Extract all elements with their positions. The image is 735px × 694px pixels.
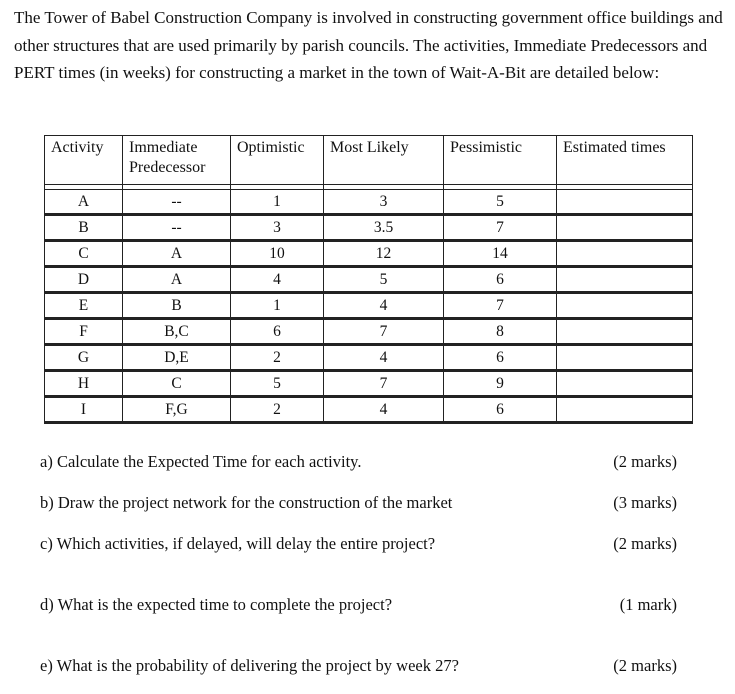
question-d	[40, 595, 677, 615]
question-text: c) Which activities, if delayed, will delay the entire project?	[40, 534, 436, 553]
cell-pessimistic: 8	[444, 319, 557, 345]
question-marks: (2 marks)	[613, 534, 677, 553]
intro-paragraph: The Tower of Babel Construction Company is involved in constructing government office buildings and other structures that are used primarily by parish councils. The activities, Immediate Predecessors and PERT times (in weeks) for constructing a market in the town of Wait-A-Bit are detailed below:	[14, 8, 723, 82]
cell-most-likely: 3	[324, 190, 444, 215]
table-row	[45, 215, 693, 241]
cell-optimistic: 1	[231, 293, 324, 319]
cell-predecessor: --	[123, 215, 231, 241]
question-text: d) What is the expected time to complete the project?	[40, 595, 393, 614]
question-marks: (2 marks)	[613, 656, 677, 675]
cell-estimated[interactable]	[557, 293, 693, 319]
cell-most-likely: 4	[324, 345, 444, 371]
question-text: e) What is the probability of delivering the project by week 27?	[40, 656, 459, 675]
table-row	[45, 371, 693, 397]
cell-estimated[interactable]	[557, 371, 693, 397]
cell-optimistic: 1	[231, 190, 324, 215]
table-row	[45, 345, 693, 371]
cell-estimated[interactable]	[557, 319, 693, 345]
question-text: a) Calculate the Expected Time for each activity.	[40, 452, 362, 471]
table-row	[45, 293, 693, 319]
cell-most-likely: 3.5	[324, 215, 444, 241]
cell-predecessor: D,E	[123, 345, 231, 371]
cell-predecessor: A	[123, 241, 231, 267]
question-marks: (2 marks)	[613, 452, 677, 471]
header-pessimistic: Pessimistic	[444, 136, 557, 185]
cell-optimistic: 6	[231, 319, 324, 345]
cell-activity: E	[45, 293, 123, 319]
cell-optimistic: 2	[231, 345, 324, 371]
cell-predecessor: --	[123, 190, 231, 215]
table-row	[45, 241, 693, 267]
cell-predecessor: B	[123, 293, 231, 319]
question-a	[40, 452, 677, 472]
cell-predecessor: A	[123, 267, 231, 293]
cell-activity: D	[45, 267, 123, 293]
header-activity: Activity	[45, 136, 123, 185]
pert-activity-table	[44, 135, 693, 424]
cell-pessimistic: 5	[444, 190, 557, 215]
cell-most-likely: 4	[324, 293, 444, 319]
cell-optimistic: 10	[231, 241, 324, 267]
cell-estimated[interactable]	[557, 190, 693, 215]
cell-activity: H	[45, 371, 123, 397]
question-c	[40, 534, 677, 554]
table-row	[45, 319, 693, 345]
question-text: b) Draw the project network for the construction of the market	[40, 493, 453, 512]
cell-most-likely: 4	[324, 397, 444, 423]
cell-estimated[interactable]	[557, 267, 693, 293]
header-immediate-predecessor: Immediate Predecessor	[123, 136, 231, 185]
cell-predecessor: F,G	[123, 397, 231, 423]
table-header-row	[45, 136, 693, 185]
cell-predecessor: B,C	[123, 319, 231, 345]
question-b	[40, 493, 677, 513]
cell-pessimistic: 9	[444, 371, 557, 397]
cell-pessimistic: 7	[444, 215, 557, 241]
cell-activity: G	[45, 345, 123, 371]
cell-activity: B	[45, 215, 123, 241]
cell-optimistic: 4	[231, 267, 324, 293]
table-row	[45, 190, 693, 215]
cell-pessimistic: 6	[444, 267, 557, 293]
cell-activity: F	[45, 319, 123, 345]
cell-most-likely: 12	[324, 241, 444, 267]
header-most-likely: Most Likely	[324, 136, 444, 185]
cell-pessimistic: 14	[444, 241, 557, 267]
question-e	[40, 656, 677, 676]
cell-pessimistic: 6	[444, 397, 557, 423]
cell-predecessor: C	[123, 371, 231, 397]
header-estimated-times: Estimated times	[557, 136, 693, 185]
question-marks: (1 mark)	[619, 595, 677, 614]
cell-estimated[interactable]	[557, 397, 693, 423]
table-row	[45, 267, 693, 293]
cell-most-likely: 7	[324, 371, 444, 397]
cell-activity: I	[45, 397, 123, 423]
cell-pessimistic: 6	[444, 345, 557, 371]
cell-optimistic: 5	[231, 371, 324, 397]
cell-pessimistic: 7	[444, 293, 557, 319]
cell-estimated[interactable]	[557, 215, 693, 241]
cell-estimated[interactable]	[557, 241, 693, 267]
header-optimistic: Optimistic	[231, 136, 324, 185]
cell-optimistic: 2	[231, 397, 324, 423]
cell-optimistic: 3	[231, 215, 324, 241]
cell-most-likely: 5	[324, 267, 444, 293]
cell-estimated[interactable]	[557, 345, 693, 371]
question-marks: (3 marks)	[613, 493, 677, 512]
table-row	[45, 397, 693, 423]
cell-most-likely: 7	[324, 319, 444, 345]
cell-activity: A	[45, 190, 123, 215]
cell-activity: C	[45, 241, 123, 267]
